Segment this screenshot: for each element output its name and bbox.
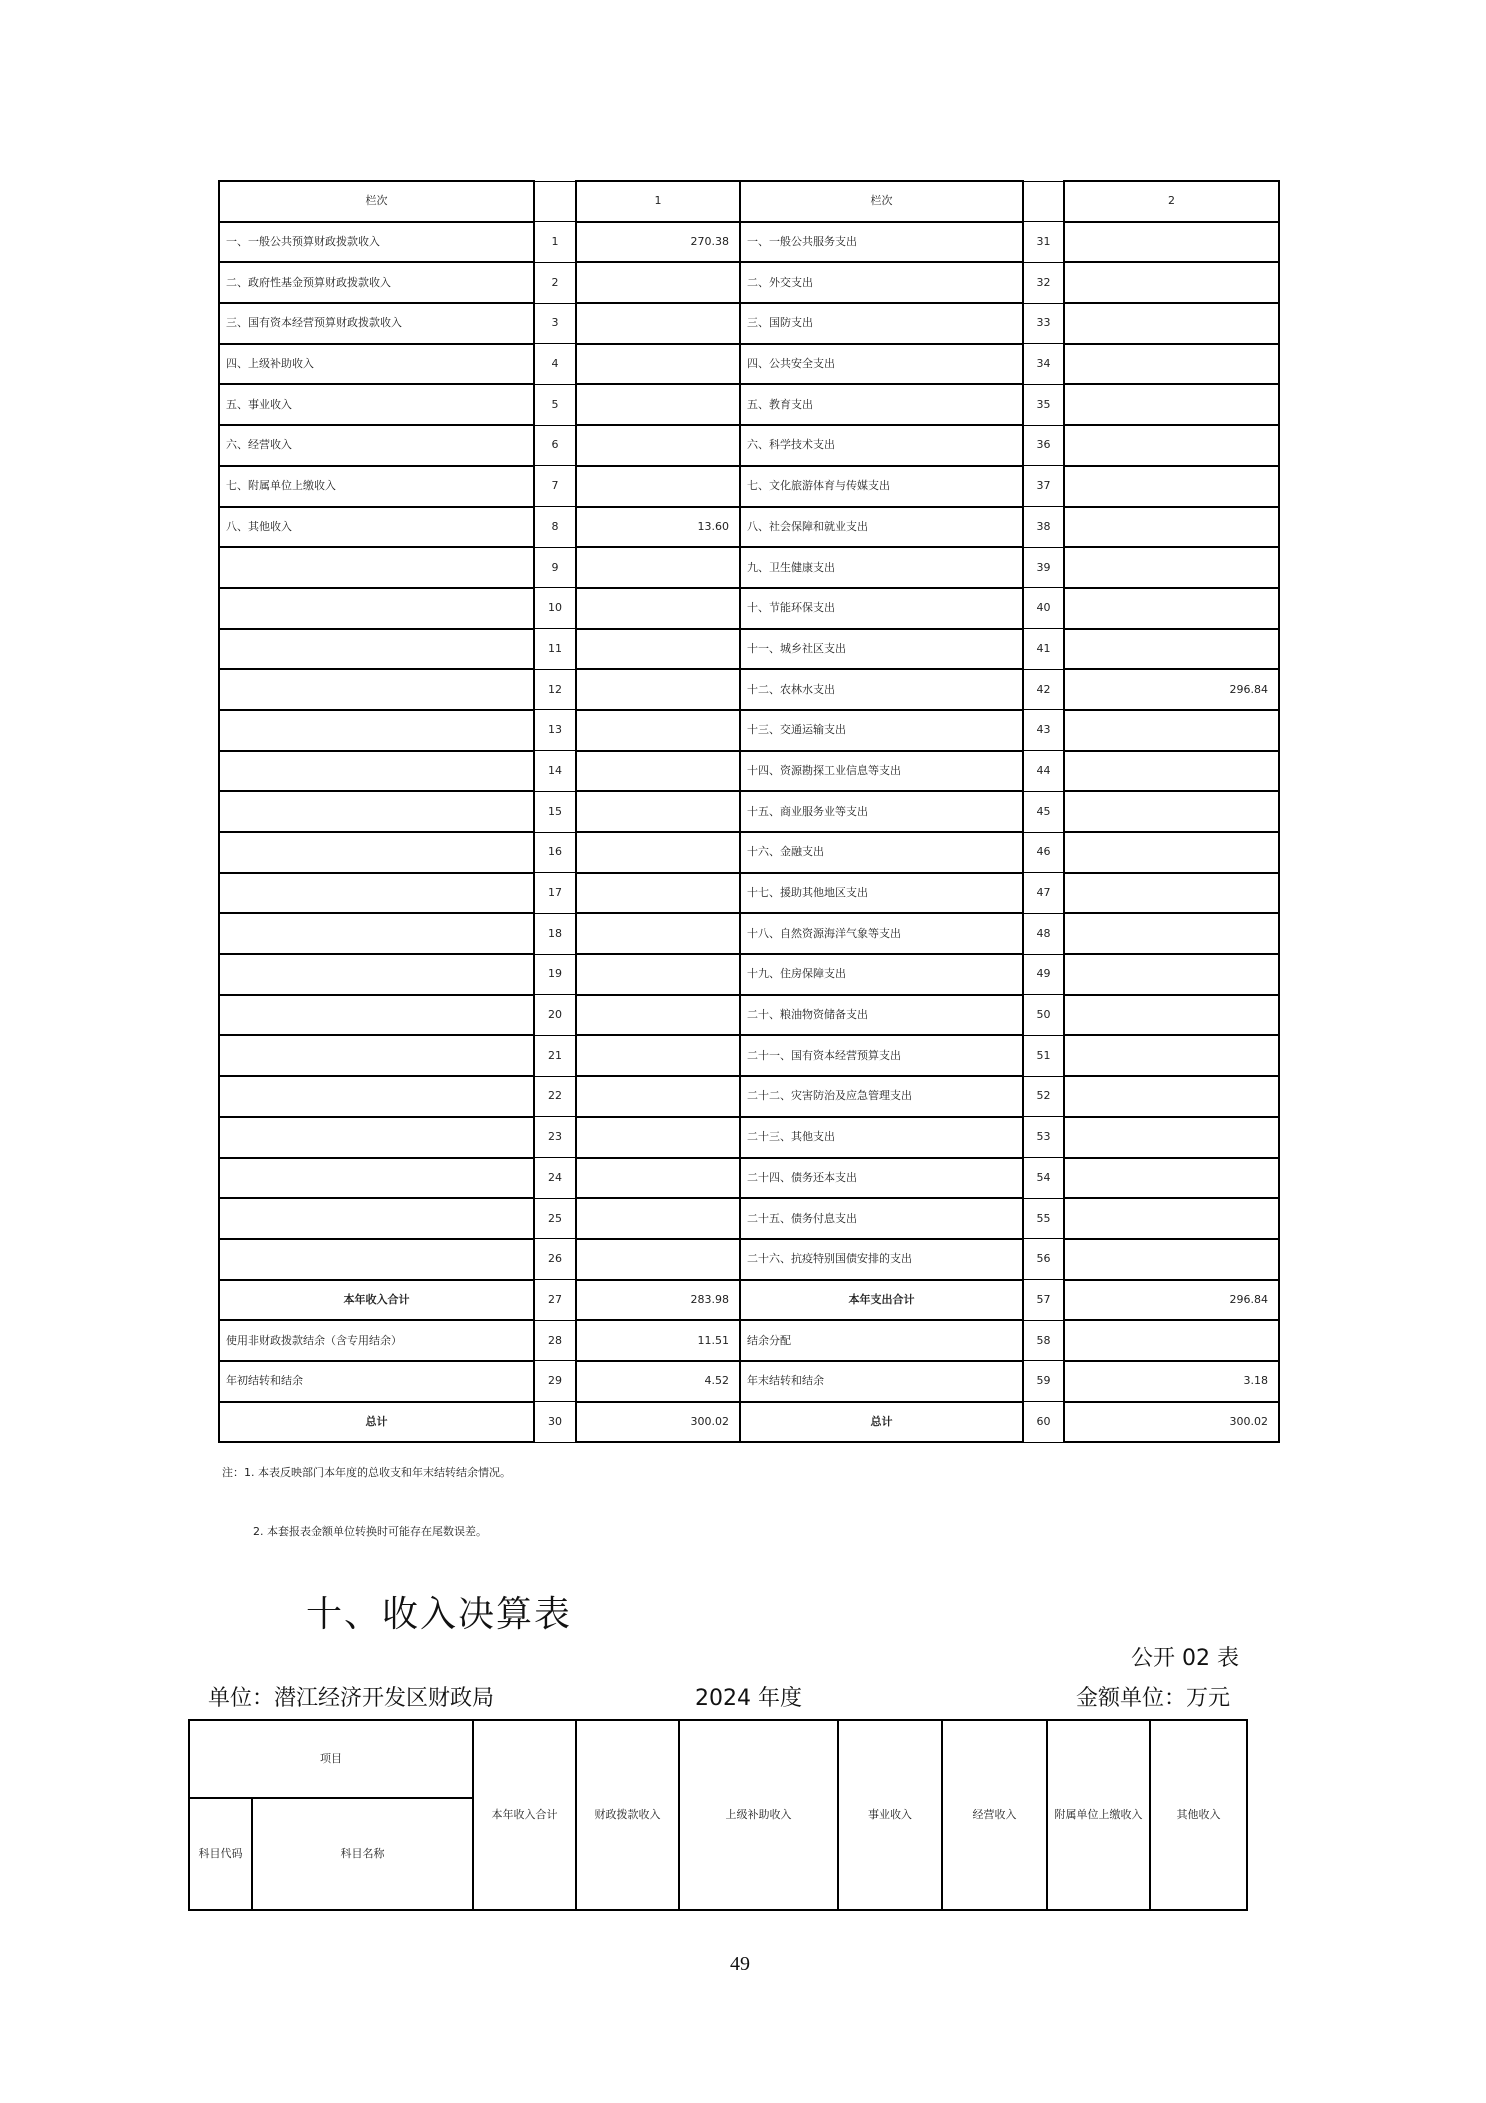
table-row	[219, 588, 1279, 629]
header-left-no	[534, 181, 576, 222]
income-amount	[576, 1076, 740, 1117]
expense-line-no: 54	[1023, 1158, 1064, 1199]
expense-amount: 296.84	[1064, 1280, 1279, 1321]
income-item-name	[219, 1076, 534, 1117]
income-line-no: 9	[534, 547, 576, 588]
expense-item-name: 结余分配	[740, 1320, 1023, 1361]
table-row	[219, 832, 1279, 873]
income-amount	[576, 1035, 740, 1076]
expense-line-no: 60	[1023, 1402, 1064, 1443]
expense-amount	[1064, 1239, 1279, 1280]
table-row	[219, 425, 1279, 466]
expense-item-name: 六、科学技术支出	[740, 425, 1023, 466]
expense-line-no: 35	[1023, 384, 1064, 425]
header-operating: 经营收入	[942, 1720, 1047, 1910]
income-line-no: 27	[534, 1280, 576, 1321]
income-item-name	[219, 873, 534, 914]
expense-line-no: 56	[1023, 1239, 1064, 1280]
table-row	[219, 1239, 1279, 1280]
income-amount	[576, 791, 740, 832]
expense-line-no: 45	[1023, 791, 1064, 832]
expense-amount	[1064, 1076, 1279, 1117]
expense-item-name: 十九、住房保障支出	[740, 954, 1023, 995]
expense-line-no: 38	[1023, 507, 1064, 548]
table-row	[219, 222, 1279, 263]
expense-item-name: 一、一般公共服务支出	[740, 222, 1023, 263]
income-item-name: 三、国有资本经营预算财政拨款收入	[219, 303, 534, 344]
income-amount: 270.38	[576, 222, 740, 263]
table-row	[219, 669, 1279, 710]
header-business: 事业收入	[838, 1720, 942, 1910]
expense-amount	[1064, 873, 1279, 914]
expense-item-name: 二十四、债务还本支出	[740, 1158, 1023, 1199]
expense-line-no: 52	[1023, 1076, 1064, 1117]
income-item-name	[219, 547, 534, 588]
expense-item-name: 三、国防支出	[740, 303, 1023, 344]
income-amount	[576, 1158, 740, 1199]
income-amount	[576, 629, 740, 670]
income-item-name	[219, 710, 534, 751]
expense-amount	[1064, 832, 1279, 873]
expense-amount	[1064, 507, 1279, 548]
expense-item-name: 二十五、债务付息支出	[740, 1198, 1023, 1239]
expense-line-no: 44	[1023, 751, 1064, 792]
income-line-no: 6	[534, 425, 576, 466]
income-line-no: 12	[534, 669, 576, 710]
section-title: 十、收入决算表	[306, 1594, 573, 1635]
income-line-no: 5	[534, 384, 576, 425]
table-row	[219, 384, 1279, 425]
table-row	[219, 262, 1279, 303]
income-amount	[576, 954, 740, 995]
page-number: 49	[730, 1953, 750, 1975]
expense-line-no: 43	[1023, 710, 1064, 751]
unit-label: 单位：潜江经济开发区财政局	[208, 1686, 495, 1711]
income-item-name: 一、一般公共预算财政拨款收入	[219, 222, 534, 263]
income-item-name	[219, 669, 534, 710]
expense-amount	[1064, 466, 1279, 507]
header-fiscal: 财政拨款收入	[576, 1720, 679, 1910]
table-row	[219, 1198, 1279, 1239]
income-amount: 11.51	[576, 1320, 740, 1361]
expense-line-no: 36	[1023, 425, 1064, 466]
income-item-name: 本年收入合计	[219, 1280, 534, 1321]
table-row	[219, 995, 1279, 1036]
income-line-no: 7	[534, 466, 576, 507]
income-line-no: 3	[534, 303, 576, 344]
header-affiliated: 附属单位上缴收入	[1047, 1720, 1150, 1910]
expense-item-name: 年末结转和结余	[740, 1361, 1023, 1402]
table-row	[219, 1117, 1279, 1158]
income-item-name	[219, 832, 534, 873]
income-item-name	[219, 954, 534, 995]
table-row	[219, 629, 1279, 670]
income-amount	[576, 751, 740, 792]
income-item-name	[219, 629, 534, 670]
table-row	[219, 791, 1279, 832]
table-code: 公开 02 表	[1131, 1646, 1239, 1671]
income-item-name: 二、政府性基金预算财政拨款收入	[219, 262, 534, 303]
income-item-name	[219, 1117, 534, 1158]
note-line-1: 注：1. 本表反映部门本年度的总收支和年末结转结余情况。	[222, 1466, 511, 1479]
header-right-col: 2	[1064, 181, 1279, 222]
expense-item-name: 十、节能环保支出	[740, 588, 1023, 629]
expense-item-name: 十七、援助其他地区支出	[740, 873, 1023, 914]
expense-amount	[1064, 547, 1279, 588]
income-line-no: 29	[534, 1361, 576, 1402]
income-amount	[576, 669, 740, 710]
income-item-name	[219, 791, 534, 832]
income-item-name	[219, 1035, 534, 1076]
expense-item-name: 二十二、灾害防治及应急管理支出	[740, 1076, 1023, 1117]
year-label: 2024 年度	[695, 1686, 802, 1711]
income-amount: 13.60	[576, 507, 740, 548]
expense-amount: 300.02	[1064, 1402, 1279, 1443]
income-amount	[576, 466, 740, 507]
expense-amount	[1064, 751, 1279, 792]
expense-item-name: 十八、自然资源海洋气象等支出	[740, 913, 1023, 954]
income-item-name: 使用非财政拨款结余（含专用结余）	[219, 1320, 534, 1361]
table-row	[219, 547, 1279, 588]
income-amount	[576, 344, 740, 385]
income-item-name: 五、事业收入	[219, 384, 534, 425]
income-item-name: 四、上级补助收入	[219, 344, 534, 385]
expense-item-name: 本年支出合计	[740, 1280, 1023, 1321]
header-subject-code: 科目代码	[189, 1798, 252, 1910]
income-amount	[576, 710, 740, 751]
expense-line-no: 48	[1023, 913, 1064, 954]
expense-item-name: 二十一、国有资本经营预算支出	[740, 1035, 1023, 1076]
expense-line-no: 33	[1023, 303, 1064, 344]
income-amount: 283.98	[576, 1280, 740, 1321]
expense-item-name: 十一、城乡社区支出	[740, 629, 1023, 670]
expense-item-name: 十三、交通运输支出	[740, 710, 1023, 751]
income-line-no: 1	[534, 222, 576, 263]
expense-item-name: 二、外交支出	[740, 262, 1023, 303]
income-item-name	[219, 751, 534, 792]
income-amount	[576, 995, 740, 1036]
income-item-name	[219, 913, 534, 954]
income-line-no: 28	[534, 1320, 576, 1361]
income-amount	[576, 1117, 740, 1158]
table-row	[219, 1320, 1279, 1361]
table-row	[219, 466, 1279, 507]
expense-amount	[1064, 222, 1279, 263]
expense-amount	[1064, 425, 1279, 466]
table-row	[219, 1280, 1279, 1321]
expense-line-no: 34	[1023, 344, 1064, 385]
header-other: 其他收入	[1150, 1720, 1247, 1910]
table-row	[219, 303, 1279, 344]
header-total: 本年收入合计	[473, 1720, 576, 1910]
income-item-name: 六、经营收入	[219, 425, 534, 466]
expense-line-no: 37	[1023, 466, 1064, 507]
income-item-name: 八、其他收入	[219, 507, 534, 548]
income-amount	[576, 1239, 740, 1280]
table-row	[219, 751, 1279, 792]
header-right-label: 栏次	[740, 181, 1023, 222]
income-item-name	[219, 588, 534, 629]
table-row	[219, 954, 1279, 995]
table-row	[219, 873, 1279, 914]
income-item-name	[219, 1158, 534, 1199]
income-line-no: 15	[534, 791, 576, 832]
table-row	[219, 507, 1279, 548]
expense-amount	[1064, 1198, 1279, 1239]
expense-line-no: 51	[1023, 1035, 1064, 1076]
table-row	[219, 1076, 1279, 1117]
header-left-col: 1	[576, 181, 740, 222]
expense-item-name: 四、公共安全支出	[740, 344, 1023, 385]
expense-line-no: 53	[1023, 1117, 1064, 1158]
expense-amount: 296.84	[1064, 669, 1279, 710]
header-row-1	[189, 1720, 1247, 1798]
income-amount	[576, 547, 740, 588]
table-header-row	[219, 181, 1279, 222]
expense-line-no: 46	[1023, 832, 1064, 873]
expense-item-name: 二十三、其他支出	[740, 1117, 1023, 1158]
income-item-name	[219, 1239, 534, 1280]
table-row	[219, 710, 1279, 751]
expense-item-name: 七、文化旅游体育与传媒支出	[740, 466, 1023, 507]
income-amount	[576, 913, 740, 954]
expense-amount	[1064, 588, 1279, 629]
income-line-no: 14	[534, 751, 576, 792]
expense-amount	[1064, 344, 1279, 385]
income-amount	[576, 425, 740, 466]
expense-amount	[1064, 1117, 1279, 1158]
expense-amount	[1064, 913, 1279, 954]
note-line-2: 2. 本套报表金额单位转换时可能存在尾数误差。	[253, 1525, 487, 1538]
expense-item-name: 九、卫生健康支出	[740, 547, 1023, 588]
header-project: 项目	[189, 1720, 473, 1798]
table-row	[219, 1158, 1279, 1199]
expense-amount	[1064, 1320, 1279, 1361]
expense-amount	[1064, 1158, 1279, 1199]
expense-line-no: 42	[1023, 669, 1064, 710]
expense-line-no: 31	[1023, 222, 1064, 263]
expense-line-no: 49	[1023, 954, 1064, 995]
header-right-no	[1023, 181, 1064, 222]
income-amount	[576, 262, 740, 303]
income-line-no: 13	[534, 710, 576, 751]
header-left-label: 栏次	[219, 181, 534, 222]
income-amount	[576, 1198, 740, 1239]
income-item-name: 七、附属单位上缴收入	[219, 466, 534, 507]
income-expense-summary-table	[218, 180, 1280, 1443]
expense-item-name: 五、教育支出	[740, 384, 1023, 425]
income-line-no: 17	[534, 873, 576, 914]
expense-item-name: 二十六、抗疫特别国债安排的支出	[740, 1239, 1023, 1280]
expense-line-no: 58	[1023, 1320, 1064, 1361]
expense-item-name: 十四、资源勘探工业信息等支出	[740, 751, 1023, 792]
income-line-no: 24	[534, 1158, 576, 1199]
income-line-no: 30	[534, 1402, 576, 1443]
income-line-no: 16	[534, 832, 576, 873]
income-item-name: 年初结转和结余	[219, 1361, 534, 1402]
income-amount	[576, 832, 740, 873]
expense-amount	[1064, 710, 1279, 751]
income-line-no: 19	[534, 954, 576, 995]
income-line-no: 18	[534, 913, 576, 954]
expense-amount: 3.18	[1064, 1361, 1279, 1402]
expense-item-name: 十五、商业服务业等支出	[740, 791, 1023, 832]
income-line-no: 10	[534, 588, 576, 629]
expense-amount	[1064, 629, 1279, 670]
expense-item-name: 二十、粮油物资储备支出	[740, 995, 1023, 1036]
table-row	[219, 1035, 1279, 1076]
expense-item-name: 十二、农林水支出	[740, 669, 1023, 710]
income-line-no: 21	[534, 1035, 576, 1076]
expense-amount	[1064, 262, 1279, 303]
income-amount: 300.02	[576, 1402, 740, 1443]
income-item-name: 总计	[219, 1402, 534, 1443]
income-line-no: 22	[534, 1076, 576, 1117]
income-line-no: 11	[534, 629, 576, 670]
income-line-no: 8	[534, 507, 576, 548]
income-amount	[576, 873, 740, 914]
expense-line-no: 59	[1023, 1361, 1064, 1402]
expense-line-no: 47	[1023, 873, 1064, 914]
income-amount	[576, 588, 740, 629]
expense-line-no: 55	[1023, 1198, 1064, 1239]
expense-item-name: 十六、金融支出	[740, 832, 1023, 873]
income-amount	[576, 303, 740, 344]
header-superior-subsidy: 上级补助收入	[679, 1720, 838, 1910]
expense-amount	[1064, 303, 1279, 344]
expense-item-name: 总计	[740, 1402, 1023, 1443]
header-subject-name: 科目名称	[252, 1798, 473, 1910]
table-row	[219, 1361, 1279, 1402]
income-line-no: 23	[534, 1117, 576, 1158]
income-amount	[576, 384, 740, 425]
expense-amount	[1064, 995, 1279, 1036]
expense-line-no: 32	[1023, 262, 1064, 303]
income-line-no: 2	[534, 262, 576, 303]
table-row	[219, 913, 1279, 954]
expense-line-no: 39	[1023, 547, 1064, 588]
income-line-no: 4	[534, 344, 576, 385]
income-line-no: 25	[534, 1198, 576, 1239]
expense-amount	[1064, 954, 1279, 995]
income-amount: 4.52	[576, 1361, 740, 1402]
income-line-no: 20	[534, 995, 576, 1036]
expense-line-no: 41	[1023, 629, 1064, 670]
expense-line-no: 50	[1023, 995, 1064, 1036]
amount-unit-label: 金额单位：万元	[1076, 1686, 1231, 1711]
expense-line-no: 57	[1023, 1280, 1064, 1321]
expense-line-no: 40	[1023, 588, 1064, 629]
expense-amount	[1064, 791, 1279, 832]
expense-item-name: 八、社会保障和就业支出	[740, 507, 1023, 548]
expense-amount	[1064, 1035, 1279, 1076]
income-item-name	[219, 1198, 534, 1239]
income-final-accounts-table	[188, 1719, 1248, 1911]
table-row	[219, 344, 1279, 385]
income-item-name	[219, 995, 534, 1036]
table-row	[219, 1402, 1279, 1443]
expense-amount	[1064, 384, 1279, 425]
income-line-no: 26	[534, 1239, 576, 1280]
